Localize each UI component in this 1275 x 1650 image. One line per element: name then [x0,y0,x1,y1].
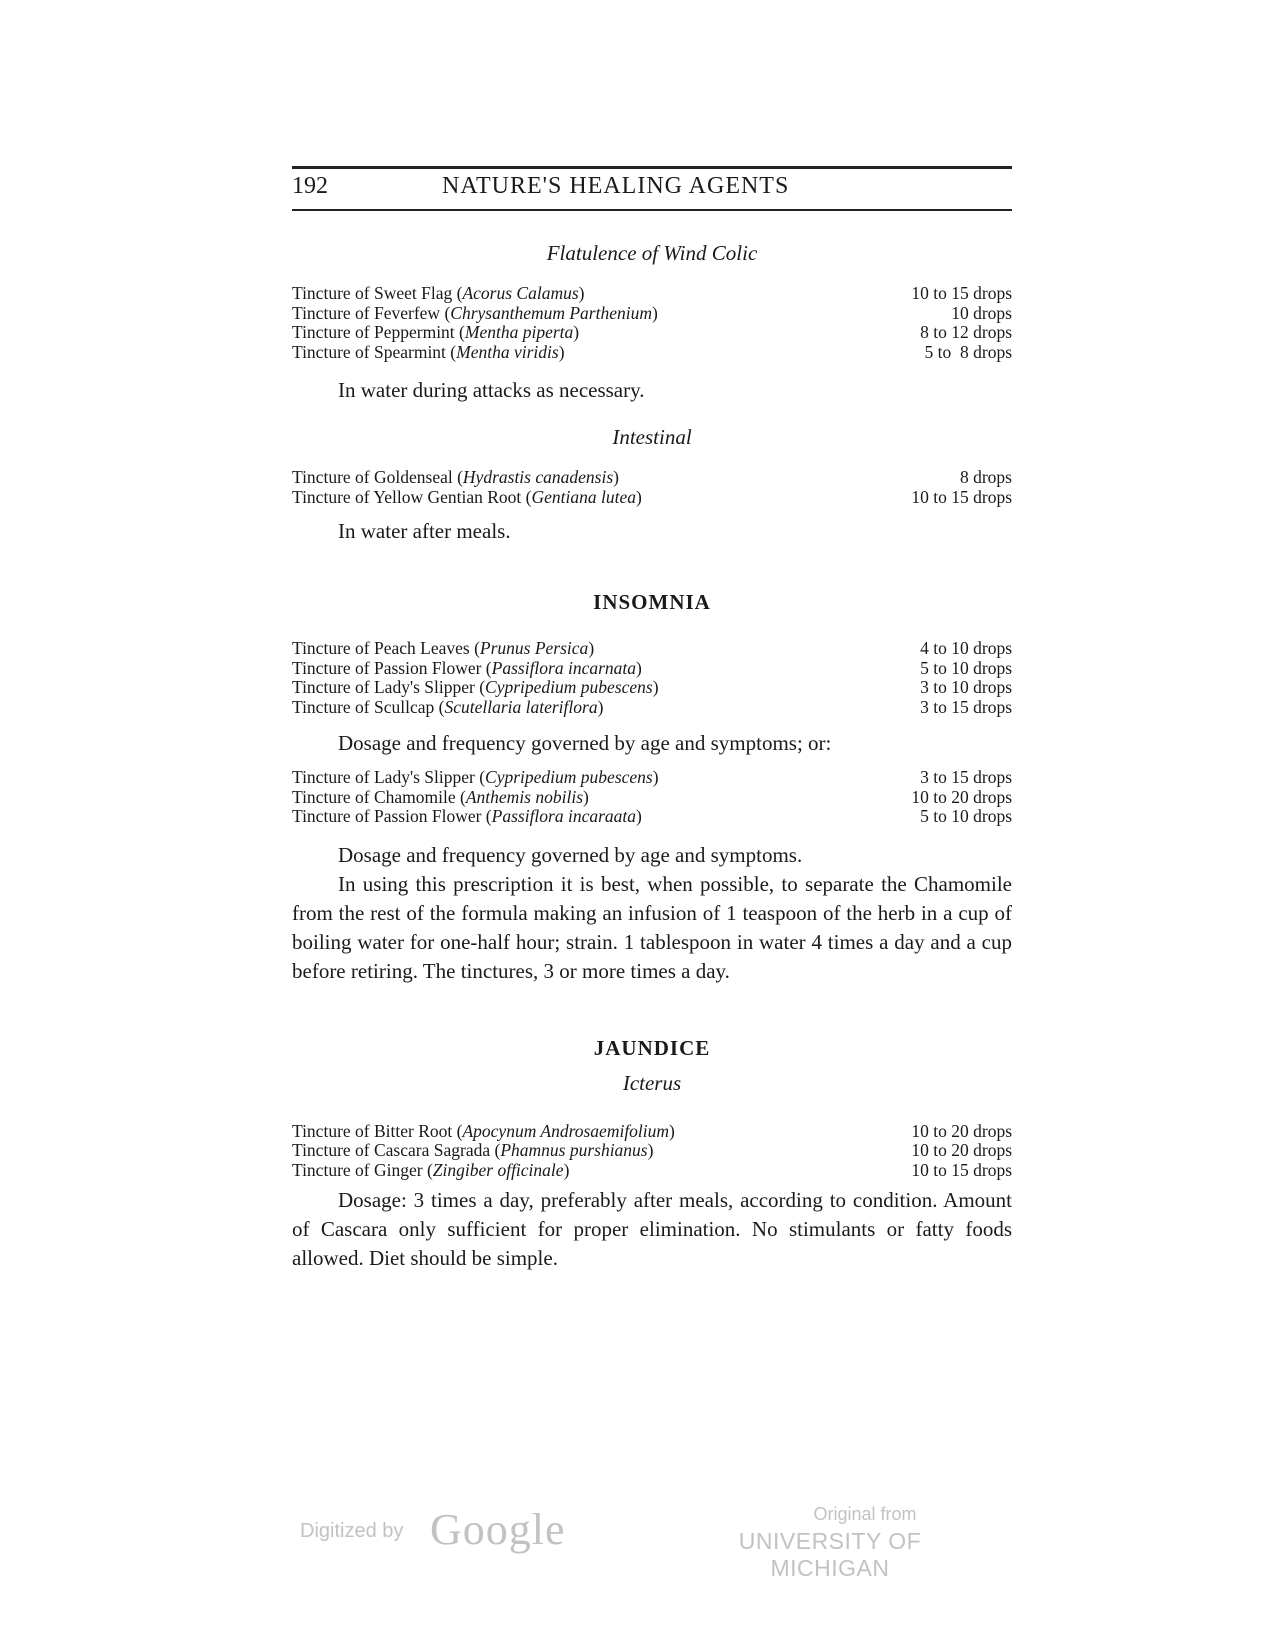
flatulence-heading: Flatulence of Wind Colic [546,241,758,265]
ingredient-name: Tincture of Passion Flower ( [292,657,492,678]
digitized-by-text: Digitized by [300,1520,404,1542]
page-number: 192 [292,173,328,199]
ingredient [292,1141,653,1161]
intestinal-heading: Intestinal [612,425,692,449]
header-rule-top [292,166,1012,169]
ingredient [292,343,565,363]
ingredient-close-paren: ) [652,302,658,323]
recipe-row [292,678,1012,698]
dose: 5 to 10 drops [920,806,1012,826]
ingredient-latin-name: Gentiana lutea [531,486,636,507]
flatulence-recipe [292,284,1012,362]
recipe-row [292,488,1012,508]
ingredient-close-paren: ) [669,1120,675,1141]
jaundice-recipe [292,1122,1012,1181]
ingredient-latin-name: Chrysanthemum Parthenium [450,302,653,323]
ingredient-latin-name: Scutellaria lateriflora [444,696,598,717]
ingredient-latin-name: Passiflora incaraata [491,806,637,826]
ingredient [292,323,579,343]
digitization-footer [300,1504,980,1581]
recipe-row [292,468,1012,488]
recipe-row [292,698,1012,718]
ingredient [292,468,619,488]
ingredient-name: Tincture of Feverfew ( [292,302,451,323]
flatulence-note: In water during attacks as necessary. [338,378,645,402]
ingredient-name: Tincture of Chamomile ( [292,786,466,807]
ingredient-latin-name: Zingiber officinale [432,1159,564,1180]
dose: 5 to 10 drops [920,657,1012,678]
insomnia-note-a: Dosage and frequency governed by age and symptoms; or: [338,731,832,755]
ingredient-latin-name: Mentha piperta [464,322,574,342]
ingredient-close-paren: ) [613,467,619,487]
jaundice-title: JAUNDICE [593,1035,711,1060]
ingredient-close-paren: ) [652,677,659,697]
insomnia-paragraph: In using this prescription it is best, when possible, to separate the Chamomile from the rest of the formula making an infusion of 1 teaspoon of the herb in a cup of boiling water for one-half hour; strain. 1 tablespoon in water 4 times a day and a cup before retiring. The tinctures, 3 or more times a day. [292,871,1012,983]
ingredient [292,304,658,324]
running-title: NATURE'S HEALING AGENTS [442,173,790,199]
ingredient-close-paren: ) [636,806,642,826]
ingredient-name: Tincture of Yellow Gentian Root ( [292,486,532,507]
page-header [292,173,1012,207]
ingredient-latin-name: Hydrastis canadensis [462,467,614,487]
ingredient-close-paren: ) [583,786,589,807]
ingredient-name: Tincture of Lady's Slipper ( [292,677,486,697]
ingredient-name: Tincture of Goldenseal ( [292,467,463,487]
ingredient [292,639,594,659]
ingredient [292,1122,675,1142]
google-logo: Google [430,1505,566,1554]
dose: 3 to 15 drops [920,696,1012,717]
recipe-row [292,304,1012,324]
ingredient [292,1161,569,1181]
ingredient [292,698,603,718]
ingredient [292,659,642,679]
ingredient-name: Tincture of Peach Leaves ( [292,638,480,658]
ingredient-name: Tincture of Sweet Flag ( [292,283,463,303]
dose: 4 to 10 drops [920,638,1012,658]
ingredient-close-paren: ) [647,1140,654,1160]
ingredient-close-paren: ) [636,657,642,678]
ingredient-close-paren: ) [578,283,585,303]
book-page [292,166,1012,1273]
ingredient [292,807,642,827]
ingredient [292,788,589,808]
ingredient-name: Tincture of Peppermint ( [292,322,465,342]
ingredient-close-paren: ) [636,486,642,507]
ingredient-name: Tincture of Ginger ( [292,1159,433,1180]
dose: 10 to 15 drops [911,1159,1012,1180]
ingredient-close-paren: ) [652,767,659,787]
jaundice-paragraph: Dosage: 3 times a day, preferably after meals, according to condition. Amount of Cascara only sufficient for proper elimination. No stimulants or fatty foods allowed. Diet should be simple. [292,1188,1012,1270]
recipe-row [292,659,1012,679]
ingredient-name: Tincture of Spearmint ( [292,341,457,362]
dose: 10 to 20 drops [911,1120,1012,1141]
recipe-row [292,768,1012,788]
dose: 5 to 8 drops [924,341,1012,362]
recipe-row [292,284,1012,304]
header-rule-bottom [292,209,1012,211]
ingredient-latin-name: Anthemis nobilis [465,786,584,807]
ingredient [292,678,659,698]
jaundice-subtitle: Icterus [622,1070,682,1095]
ingredient-name: Tincture of Cascara Sagrada ( [292,1140,501,1160]
ingredient-latin-name: Acorus Calamus [462,283,579,303]
dose: 10 to 15 drops [911,283,1012,303]
ingredient-latin-name: Cypripedium pubescens [485,677,653,697]
intestinal-recipe [292,468,1012,507]
original-from-text: Original from [813,1504,917,1524]
ingredient-latin-name: Prunus Persica [479,638,589,658]
ingredient-close-paren: ) [558,341,565,362]
recipe-row [292,343,1012,363]
recipe-row [292,1141,1012,1161]
ingredient-close-paren: ) [573,322,580,342]
ingredient-latin-name: Mentha viridis [456,341,559,362]
recipe-row [292,323,1012,343]
ingredient-latin-name: Apocynum Androsaemifolium [462,1120,670,1141]
ingredient [292,284,584,304]
dose: 8 drops [959,467,1012,487]
ingredient [292,488,642,508]
dose: 10 to 20 drops [911,786,1012,807]
insomnia-title: INSOMNIA [593,590,711,614]
ingredient-latin-name: Passiflora incarnata [491,657,637,678]
recipe-row [292,788,1012,808]
dose: 10 to 15 drops [911,486,1012,507]
insomnia-recipe-a [292,639,1012,717]
dose: 3 to 15 drops [920,767,1012,787]
university-text: UNIVERSITY OF MICHIGAN [738,1528,922,1581]
insomnia-recipe-b [292,768,1012,827]
insomnia-note-b: Dosage and frequency governed by age and symptoms. [338,842,803,867]
ingredient-close-paren: ) [588,638,595,658]
ingredient-name: Tincture of Passion Flower ( [292,806,492,826]
ingredient-latin-name: Cypripedium pubescens [485,767,653,787]
ingredient-latin-name: Phamnus purshianus [500,1140,648,1160]
ingredient-name: Tincture of Bitter Root ( [292,1120,463,1141]
ingredient-name: Tincture of Lady's Slipper ( [292,767,486,787]
dose: 3 to 10 drops [920,677,1012,697]
ingredient-close-paren: ) [597,696,604,717]
dose: 10 drops [951,302,1012,323]
ingredient-name: Tincture of Scullcap ( [292,696,445,717]
dose: 10 to 20 drops [911,1140,1012,1160]
recipe-row [292,639,1012,659]
dose: 8 to 12 drops [920,322,1012,342]
ingredient-close-paren: ) [563,1159,570,1180]
recipe-row [292,1161,1012,1181]
recipe-row [292,807,1012,827]
ingredient [292,768,659,788]
intestinal-note: In water after meals. [338,519,511,543]
recipe-row [292,1122,1012,1142]
